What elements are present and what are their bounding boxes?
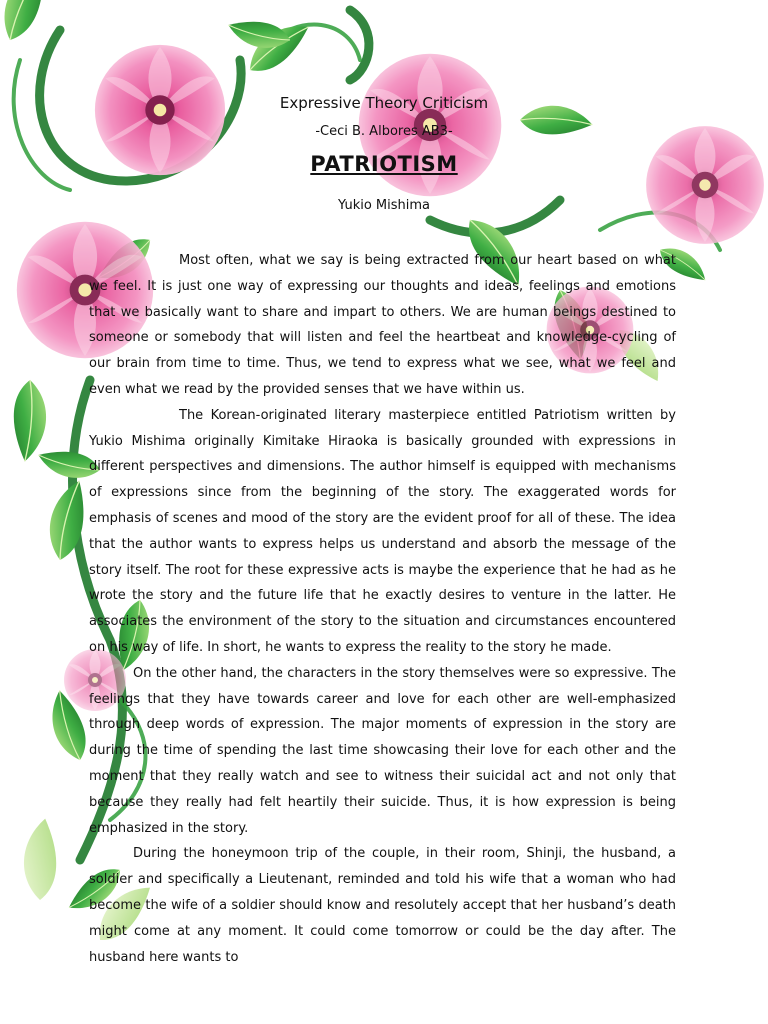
document-title: Expressive Theory Criticism — [279, 94, 489, 112]
paragraph: The Korean-originated literary masterpiece entitled Patriotism written by Yukio Mishima originally Kimitake Hiraoka is basically grounded with expressions in different perspectives and dimensions. The author himself is equipped with mechanisms of expressions since from the beginning of the story. The exaggerated words for emphasis of scenes and mood of the story are the evident proof for all of these. The idea that the author wants to express helps us understand and absorb the message of the story itself. The root for these expressive acts is maybe the experience that he had as he wrote the story and the future life that he exactly desires to venture in the latter. He associates the environment of the story to the situation and circumstances encountered on his way of life. In short, he wants to express the reality to the story he made. — [89, 407, 676, 655]
author-line: -Ceci B. Albores AB3- — [315, 124, 453, 139]
story-author: Yukio Mishima — [338, 198, 430, 213]
paragraph: On the other hand, the characters in the story themselves were so expressive. The feelings that they have towards career and love for each other are well-emphasized through deep words of expression. The major moments of expression in the story are during the time of spending the last time showcasing their love for each other and the moment that they really watch and see to witness their suicidal act and not only that because they really had felt heartily their suicide. Thus, it is how expression is being emphasized in the story. — [89, 665, 676, 836]
paragraph: Most often, what we say is being extracted from our heart based on what we feel. It is just one way of expressing our thoughts and ideas, feelings and emotions that we basically want to share and impart to others. We are human beings destined to someone or somebody that will listen and feel the heartbeat and knowledge-cycling of our brain from time to time. Thus, we tend to express what we see, what we feel and even what we read by the provided senses that we have within us. — [89, 253, 676, 397]
essay-body — [89, 248, 676, 970]
story-title: PATRIOTISM — [310, 152, 458, 176]
paragraph: During the honeymoon trip of the couple, in their room, Shinji, the husband, a soldier and specifically a Lieutenant, reminded and told his wife that a woman who had become the wife of a soldier should know and resolutely accept that her husband’s death might come at any moment. It could come tomorrow or could be the day after. The husband here wants to — [89, 846, 676, 965]
